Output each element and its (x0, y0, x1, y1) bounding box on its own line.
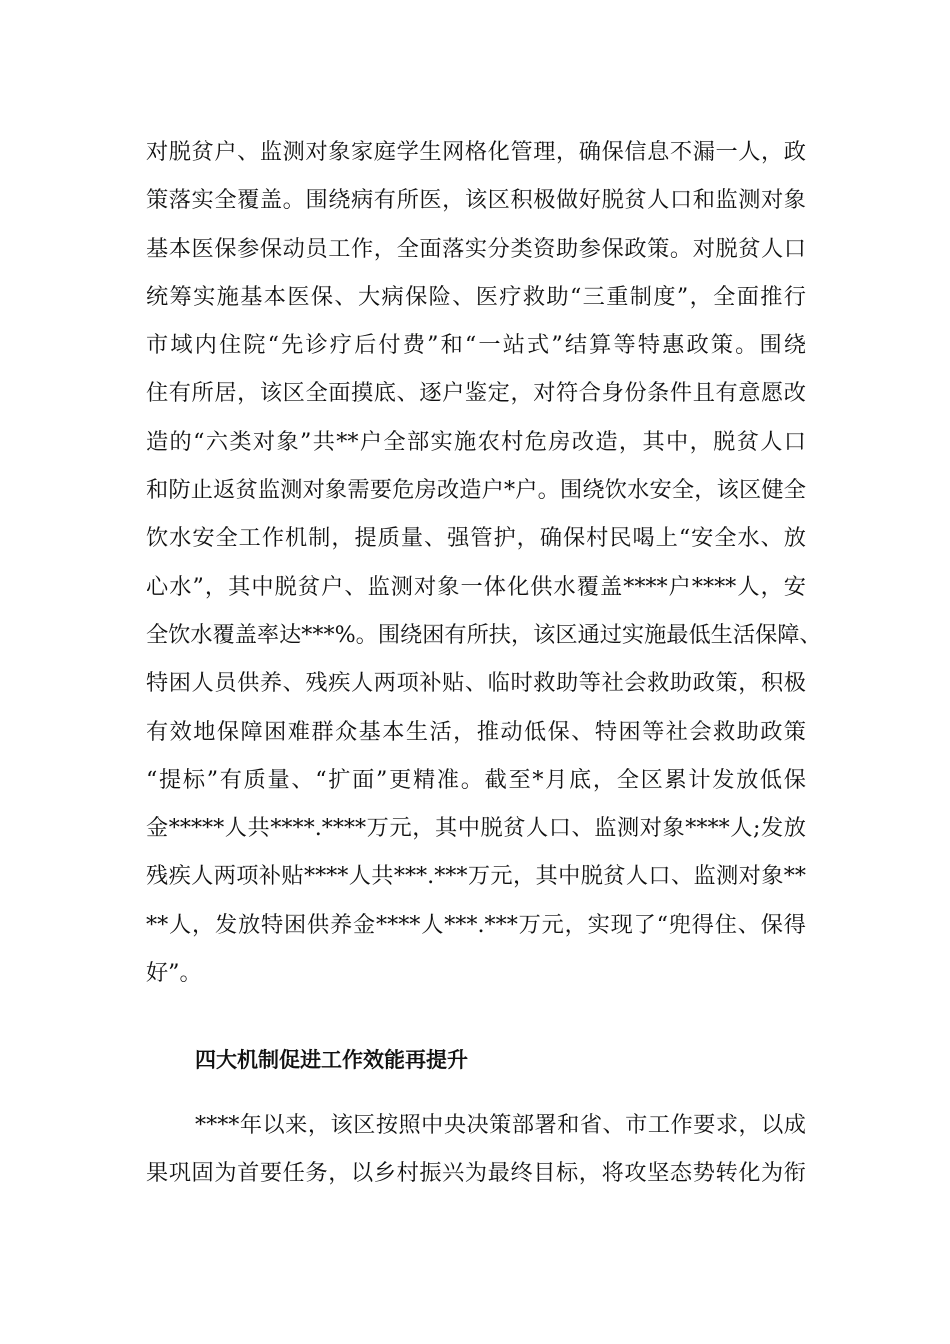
paragraph-line: **人，发放特困供养金****人***.***万元，实现了“兜得住、保得 (146, 911, 806, 938)
paragraph-line: 有效地保障困难群众基本生活，推动低保、特困等社会救助政策 (146, 718, 806, 745)
section-heading: 四大机制促进工作效能再提升 (195, 1048, 468, 1072)
paragraph-line: 果巩固为首要任务，以乡村振兴为最终目标，将攻坚态势转化为衔 (146, 1160, 806, 1187)
paragraph-line: 好”。 (146, 960, 202, 987)
paragraph-line: 对脱贫户、监测对象家庭学生网格化管理，确保信息不漏一人，政 (146, 139, 806, 165)
body-paragraph-2 (146, 1105, 806, 1202)
paragraph-line: 残疾人两项补贴****人共***.***万元，其中脱贫人口、监测对象** (146, 863, 806, 890)
paragraph-line: 全饮水覆盖率达***%。围绕困有所扶，该区通过实施最低生活保障、 (146, 621, 822, 648)
paragraph-line: 基本医保参保动员工作，全面落实分类资助参保政策。对脱贫人口 (146, 235, 806, 262)
paragraph-line: 市域内住院“先诊疗后付费”和“一站式”结算等特惠政策。围绕 (146, 332, 806, 359)
paragraph-line: 心水”，其中脱贫户、监测对象一体化供水覆盖****户****人，安 (146, 573, 806, 600)
paragraph-line: 金*****人共****.****万元，其中脱贫人口、监测对象****人;发放 (146, 815, 806, 842)
paragraph-line: 住有所居，该区全面摸底、逐户鉴定，对符合身份条件且有意愿改 (146, 380, 806, 407)
paragraph-line: 和防止返贫监测对象需要危房改造户*户。围绕饮水安全，该区健全 (146, 477, 806, 504)
paragraph-line: 统筹实施基本医保、大病保险、医疗救助“三重制度”，全面推行 (146, 283, 806, 310)
body-paragraph (146, 132, 822, 1001)
paragraph-line: 造的“六类对象”共**户全部实施农村危房改造，其中，脱贫人口 (146, 428, 806, 455)
paragraph-line: “提标”有质量、“扩面”更精准。截至*月底，全区累计发放低保 (146, 766, 806, 793)
paragraph-line: 特困人员供养、残疾人两项补贴、临时救助等社会救助政策，积极 (146, 670, 806, 697)
paragraph-line: ****年以来，该区按照中央决策部署和省、市工作要求，以成 (195, 1112, 806, 1138)
paragraph-line: 饮水安全工作机制，提质量、强管护，确保村民喝上“安全水、放 (146, 525, 806, 552)
paragraph-line: 策落实全覆盖。围绕病有所医，该区积极做好脱贫人口和监测对象 (146, 187, 806, 214)
